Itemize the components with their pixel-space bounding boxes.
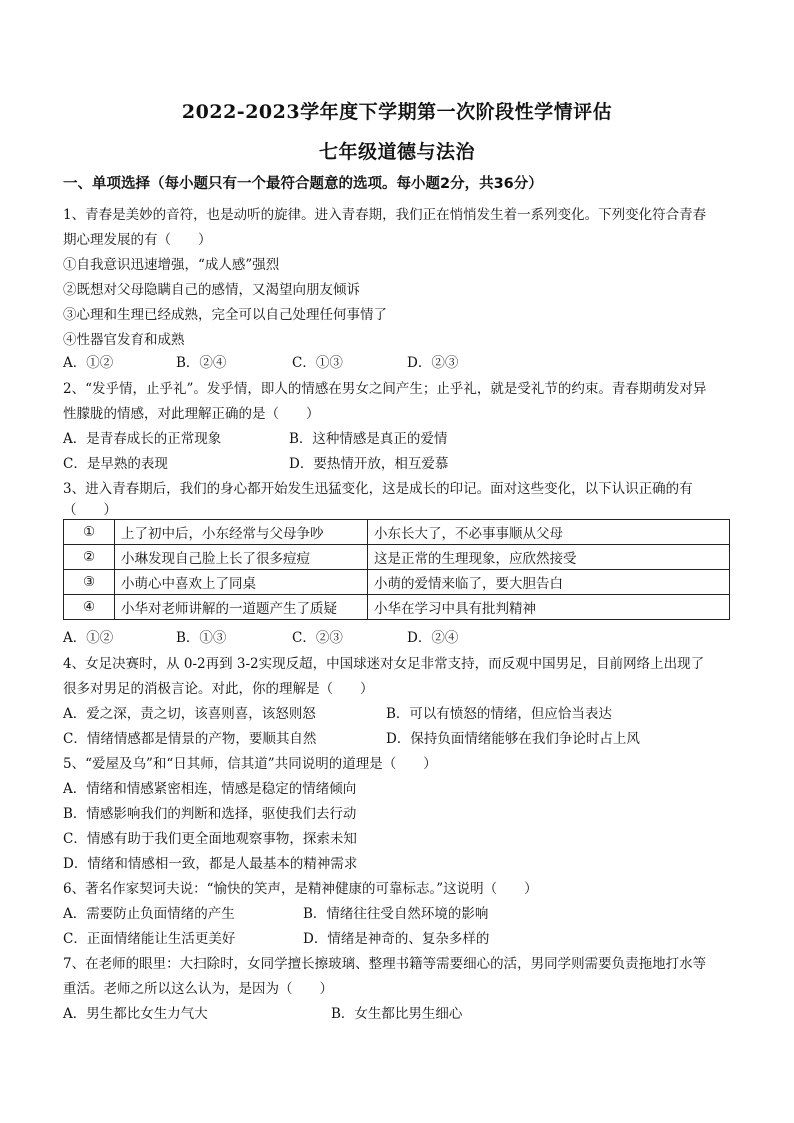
event-cell: 小琳发现自己脸上长了很多痘痘 — [115, 545, 368, 570]
option-c: C．①③ — [292, 355, 343, 371]
option-c: C．情绪情感都是情景的产物，要顺其自然 — [63, 731, 317, 747]
option-a: A．情绪和情感紧密相连，情感是稳定的情绪倾向 — [63, 781, 357, 797]
view-cell: 小华在学习中具有批判精神 — [368, 595, 730, 620]
table-row — [64, 595, 730, 620]
question-3-stem: 3、进入青春期后，我们的身心都开始发生迅猛变化，这是成长的印记。面对这些变化，以下认识正确的有 — [63, 481, 693, 497]
option-b: B．情感影响我们的判断和选择，驱使我们去行动 — [63, 806, 357, 822]
option-c: C．正面情绪能让生活更美好 — [63, 931, 236, 947]
option-d: D．情绪是神奇的、复杂多样的 — [303, 931, 490, 947]
question-1-stem-cont: 期心理发展的有（ ） — [63, 232, 212, 248]
question-1-stem: 1、青春是美妙的音符，也是动听的旋律。进入青春期，我们正在悄悄发生着一系列变化。下列变化符合青春 — [63, 207, 707, 223]
question-7-stem: 7、在老师的眼里：大扫除时，女同学擅长擦玻璃、整理书籍等需要细心的活，男同学则需要负责拖地打水等 — [63, 956, 707, 972]
view-cell: 小东长大了，不必事事顺从父母 — [368, 520, 730, 545]
option-a: A．是青春成长的正常现象 — [63, 431, 222, 447]
question-3-table — [63, 519, 730, 620]
view-cell: 小萌的爱情来临了，要大胆告白 — [368, 570, 730, 595]
row-number: ④ — [64, 595, 115, 620]
option-a: A．男生都比女生力气大 — [63, 1006, 208, 1022]
option-b: B．女生都比男生细心 — [331, 1006, 463, 1022]
option-d: D．保持负面情绪能够在我们争论时占上风 — [386, 731, 640, 747]
question-1-statement: ②既想对父母隐瞒自己的感情，又渴望向朋友倾诉 — [63, 282, 360, 298]
option-a: A．需要防止负面情绪的产生 — [63, 906, 235, 922]
question-4-stem-cont: 很多对男足的消极言论。对此，你的理解是（ ） — [63, 681, 374, 697]
option-a: A．①② — [63, 355, 114, 371]
row-number: ② — [64, 545, 115, 570]
question-7-stem-cont: 重活。老师之所以这么认为，是因为（ ） — [63, 981, 333, 997]
option-b: B．可以有愤怒的情绪，但应恰当表达 — [386, 706, 612, 722]
row-number: ① — [64, 520, 115, 545]
question-6-stem: 6、著名作家契诃夫说：“愉快的笑声，是精神健康的可靠标志。”这说明（ ） — [63, 881, 538, 897]
option-b: B．这种情感是真正的爱情 — [289, 431, 448, 447]
exam-subject: 七年级道德与法治 — [318, 141, 475, 163]
option-a: A．①② — [63, 630, 114, 646]
option-c: C．情感有助于我们更全面地观察事物，探索未知 — [63, 831, 357, 847]
question-1-statement: ④性器官发育和成熟 — [63, 332, 185, 348]
question-1-statement: ③心理和生理已经成熟，完全可以自己处理任何事情了 — [63, 307, 387, 323]
option-a: A．爱之深，责之切，该喜则喜，该怒则怒 — [63, 706, 316, 722]
row-number: ③ — [64, 570, 115, 595]
event-cell: 上了初中后，小东经常与父母争吵 — [115, 520, 368, 545]
option-b: B．情绪往往受自然环境的影响 — [303, 906, 489, 922]
option-d: D．情绪和情感相一致，都是人最基本的精神需求 — [63, 856, 358, 872]
option-d: D．②④ — [407, 630, 459, 646]
event-cell: 小萌心中喜欢上了同桌 — [115, 570, 368, 595]
table-row — [64, 545, 730, 570]
question-2-stem-cont: 性朦胧的情感，对此理解正确的是（ ） — [63, 406, 320, 422]
option-c: C．是早熟的表现 — [63, 456, 168, 472]
question-3-stem-cont: （ ） — [63, 502, 117, 518]
view-cell: 这是正常的生理现象，应欣然接受 — [368, 545, 730, 570]
table-row — [64, 570, 730, 595]
option-d: D．②③ — [407, 355, 459, 371]
option-c: C．②③ — [292, 630, 343, 646]
question-2-stem: 2、“发乎情，止乎礼”。发乎情，即人的情感在男女之间产生；止乎礼，就是受礼节的约束。青春期萌发对异 — [63, 381, 707, 397]
event-cell: 小华对老师讲解的一道题产生了质疑 — [115, 595, 368, 620]
table-row — [64, 520, 730, 545]
question-5-stem: 5、“爱屋及乌”和“日其师，信其道”共同说明的道理是（ ） — [63, 756, 437, 772]
exam-title: 2022-2023学年度下学期第一次阶段性学情评估 — [181, 101, 613, 123]
option-b: B．①③ — [176, 630, 227, 646]
question-4-stem: 4、女足决赛时，从 0-2再到 3-2实现反超，中国球迷对女足非常支持，而反观中国男足，目前网络上出现了 — [63, 656, 705, 672]
option-b: B．②④ — [176, 355, 227, 371]
option-d: D．要热情开放，相互爱慕 — [289, 456, 449, 472]
question-1-statement: ①自我意识迅速增强，“成人感”强烈 — [63, 257, 280, 273]
section-heading: 一、单项选择（每小题只有一个最符合题意的选项。每小题2分，共36分） — [63, 176, 543, 192]
